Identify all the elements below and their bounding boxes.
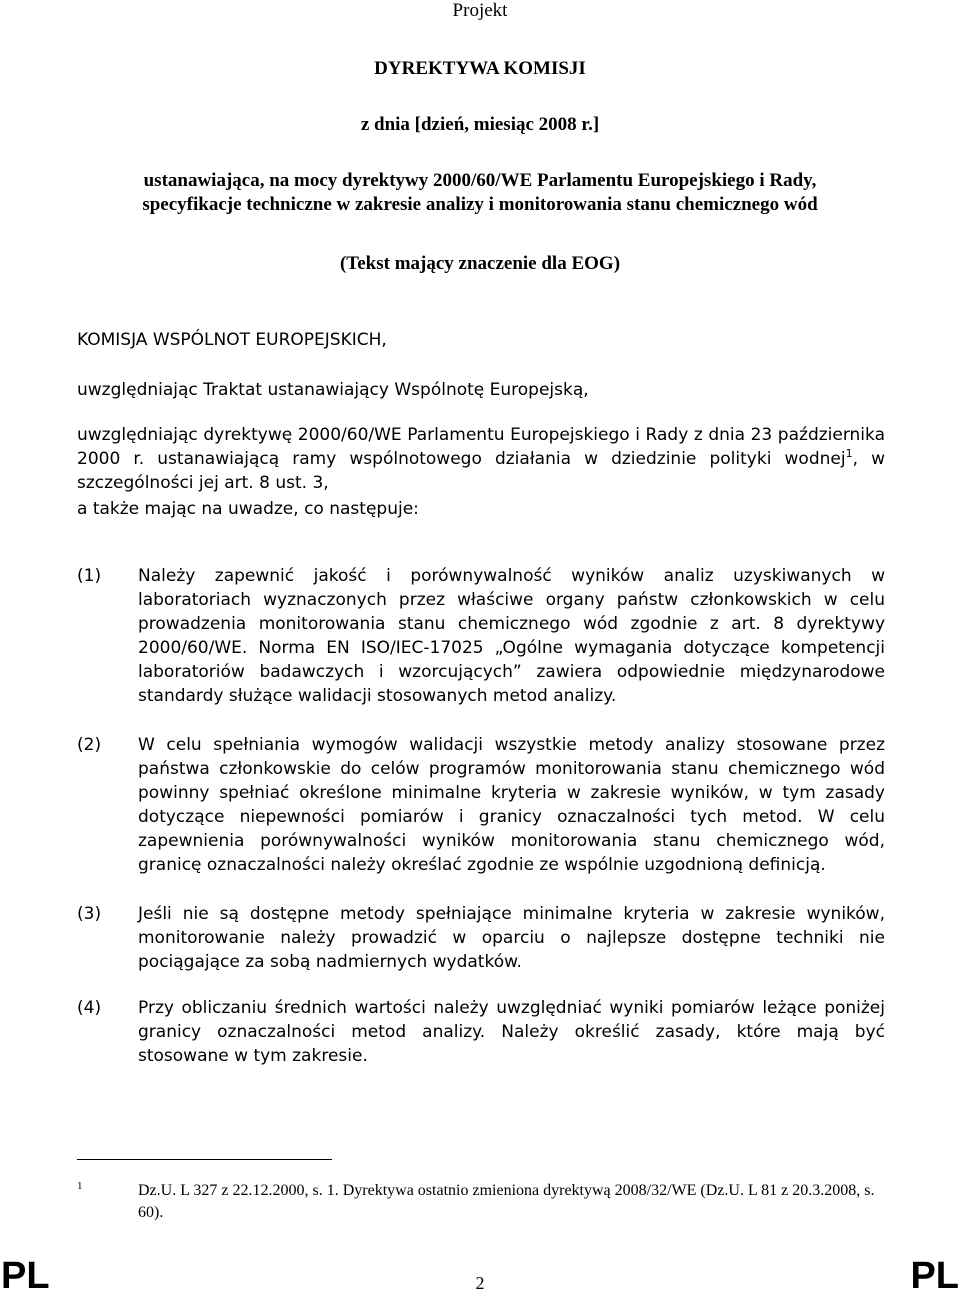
footnote-number: 1	[77, 1180, 83, 1192]
recital-text: Przy obliczaniu średnich wartości należy uwzględniać wyniki pomiarów leżące poniżej granicy oznaczalności metod analizy. Należy określić zasady, które mają być stosowane w tym zakresie.	[138, 998, 885, 1066]
directive-citation-tail: , w szczególności jej art. 8 ust. 3,	[77, 449, 885, 493]
recital-text: Jeśli nie są dostępne metody spełniające minimalne kryteria w zakresie wyników, monitorowanie należy prowadzić w oparciu o najlepsze dostępne techniki nie pociągające za sobą nadmiernych wydatków.	[138, 904, 885, 972]
document-date: z dnia [dzień, miesiąc 2008 r.]	[360, 114, 600, 135]
directive-citation-text: uwzględniając dyrektywę 2000/60/WE Parlamentu Europejskiego i Rady z dnia 23 października 2000 r. ustanawiającą ramy wspólnotowego działania w dziedzinie polityki wodnej	[77, 425, 885, 469]
footnote-text: Dz.U. L 327 z 22.12.2000, s. 1. Dyrektywa ostatnio zmieniona dyrektywą 2008/32/WE (Dz.U. L 81 z 20.3.2008, s. 60).	[138, 1182, 875, 1221]
footnote-separator	[77, 1159, 332, 1160]
recital-text: Należy zapewnić jakość i porównywalność wyników analiz uzyskiwanych w laboratoriach wyznaczonych przez właściwe organy państw członkowskich w celu prowadzenia monitorowania stanu chemicznego wód zgodnie z art. 8 dyrektywy 2000/60/WE. Norma EN ISO/IEC-17025 „Ogólne wymagania dotyczące kompetencji laboratoriów badawczych i wzorcujących” zawiera odpowiednie międzynarodowe standardy służące walidacji stosowanych metod analizy.	[138, 566, 885, 706]
whereas-intro: a także mając na uwadze, co następuje:	[77, 499, 419, 519]
recital-number: (4)	[77, 998, 102, 1018]
recital-number: (1)	[77, 566, 102, 586]
recital-number: (3)	[77, 904, 102, 924]
language-code-left: PL	[1, 1255, 50, 1297]
eea-relevance-note: (Tekst mający znaczenie dla EOG)	[339, 253, 621, 274]
draft-label: Projekt	[452, 0, 508, 21]
directive-citation	[77, 423, 885, 495]
recital-text: W celu spełniania wymogów walidacji wszystkie metody analizy stosowane przez państwa członkowskie do celów programów monitorowania stanu chemicznego wód powinny spełniać określone minimalne kryteria w zakresie wyników, w tym zasady dotyczące niepewności pomiarów i granicy oznaczalności tych metod. W celu zapewnienia porównywalności wyników monitorowania stanu chemicznego wód, granicę oznaczalności należy określać zgodnie ze wspólnie uzgodnioną definicją.	[138, 735, 885, 875]
treaty-citation: uwzględniając Traktat ustanawiający Wspólnotę Europejską,	[77, 380, 589, 400]
footnote-reference: 1	[845, 447, 853, 460]
document-title: DYREKTYWA KOMISJI	[374, 58, 586, 79]
page-number: 2	[475, 1273, 485, 1293]
language-code-right: PL	[910, 1255, 959, 1297]
recital-number: (2)	[77, 735, 102, 755]
document-subject: ustanawiająca, na mocy dyrektywy 2000/60/WE Parlamentu Europejskiego i Rady, specyfikacje techniczne w zakresie analizy i monitorowania stanu chemicznego wód	[142, 170, 818, 215]
commission-heading: KOMISJA WSPÓLNOT EUROPEJSKICH,	[77, 330, 387, 350]
